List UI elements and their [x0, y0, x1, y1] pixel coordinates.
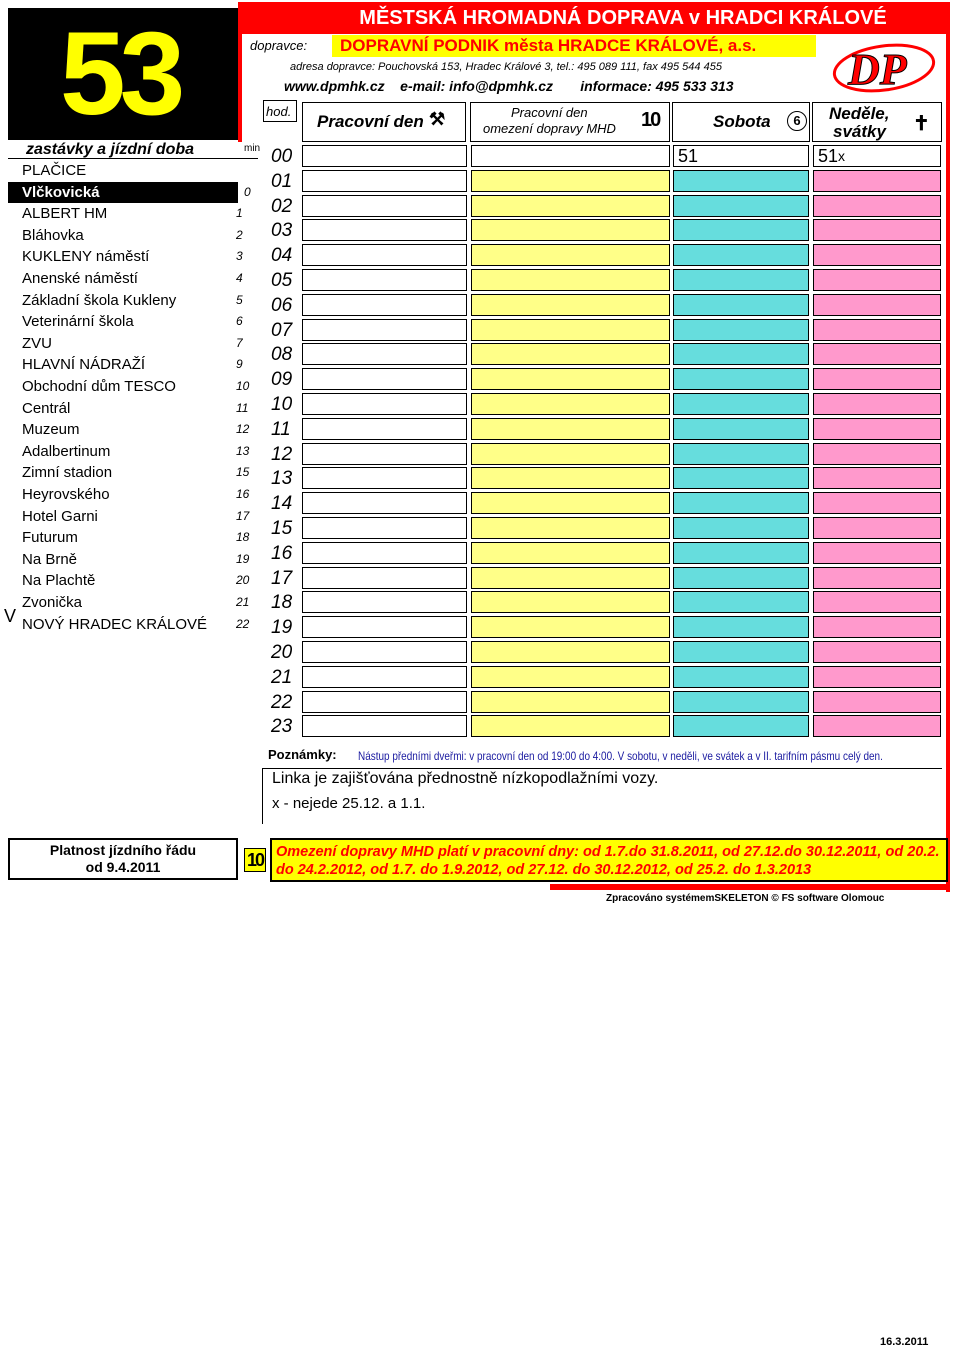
saturday-cell: [673, 319, 809, 341]
sunday-cell: [813, 492, 941, 514]
saturday-cell: [673, 145, 809, 167]
sunday-cell: [813, 219, 941, 241]
hour-row: [263, 293, 943, 318]
hour-label: 07: [271, 319, 293, 341]
hour-row: [263, 566, 943, 591]
stop-minutes: 10: [236, 379, 250, 393]
sunday-cell: [813, 616, 941, 638]
stop-minutes: 6: [236, 314, 243, 329]
limited-cell: [471, 517, 670, 539]
limited-cell: [471, 542, 670, 564]
saturday-cell: [673, 715, 809, 737]
stop-row-current: [8, 182, 251, 204]
saturday-cell: [673, 467, 809, 489]
line-number: 53: [60, 8, 180, 140]
limited-cell: [471, 443, 670, 465]
stop-name: Obchodní dům TESCO: [22, 378, 176, 395]
workday-cell: [302, 195, 467, 217]
limited-cell: [471, 145, 670, 167]
departure-minute: 51: [678, 146, 699, 166]
stop-minutes: 21: [236, 595, 250, 609]
sunday-cell: [813, 368, 941, 390]
hour-label: 04: [271, 245, 293, 267]
stop-name: Bláhovka: [22, 226, 84, 244]
stop-minutes: 1: [236, 206, 243, 221]
hour-row: [263, 194, 943, 219]
hour-row: [263, 268, 943, 293]
logo-text: DP: [848, 45, 907, 94]
limited-cell: [471, 467, 670, 489]
stop-row: [8, 419, 258, 441]
limited-cell: [471, 393, 670, 415]
hour-label: 00: [271, 146, 293, 167]
stop-name: Futurum: [22, 529, 78, 547]
workday-cell: [302, 542, 467, 564]
stop-row: [8, 333, 258, 355]
stop-name: Adalbertinum: [22, 442, 111, 460]
limited-cell: [471, 666, 670, 688]
hour-label: 02: [271, 195, 293, 217]
six-circle-icon: 6: [787, 111, 807, 131]
saturday-cell: [673, 393, 809, 415]
saturday-cell: [673, 443, 809, 465]
stop-minutes: 7: [236, 335, 243, 350]
stop-name: ALBERT HM: [22, 205, 108, 223]
stop-name: Základní škola Kukleny: [22, 291, 177, 309]
stop-row: [8, 484, 258, 506]
workday-cell: [302, 319, 467, 341]
dp-logo: [832, 38, 942, 94]
stop-row: [8, 376, 258, 398]
departure-minute: 51: [818, 146, 839, 166]
stop-minutes: 0: [244, 184, 251, 199]
stop-minutes: 22: [236, 616, 250, 631]
hour-row: [263, 169, 943, 194]
stops-header: [8, 141, 261, 159]
hour-row: [263, 590, 943, 615]
hour-label: 18: [271, 592, 293, 614]
stop-row: [8, 311, 258, 333]
saturday-cell: [673, 368, 809, 390]
hour-row: [263, 714, 943, 739]
stop-name: Na Brně: [22, 550, 78, 568]
sunday-column-header: [812, 102, 942, 142]
hour-label: 10: [271, 394, 293, 415]
stop-name: KUKLENY náměstí: [22, 248, 150, 266]
saturday-cell: [673, 269, 809, 291]
stop-name: Hotel Garni: [22, 507, 98, 525]
validity-line-2: od 9.4.2011: [85, 859, 161, 875]
page-title: MĚSTSKÁ HROMADNÁ DOPRAVA v HRADCI KRÁLOVÉ: [359, 7, 887, 29]
workday-cell: [302, 368, 467, 390]
hour-row: [263, 144, 943, 169]
saturday-cell: [673, 492, 809, 514]
limited-cell: [471, 418, 670, 440]
workday-cell: [302, 492, 467, 514]
hour-row: [263, 367, 943, 392]
stop-minutes: 9: [236, 357, 243, 372]
stop-row: [8, 506, 258, 528]
stop-minutes: 18: [236, 530, 250, 545]
stop-name: Veterinární škola: [22, 313, 134, 331]
saturday-cell: [673, 641, 809, 663]
stop-minutes: 19: [236, 551, 250, 566]
limited-cell: [471, 641, 670, 663]
sunday-cell: [813, 691, 941, 713]
saturday-label: Sobota: [713, 112, 771, 131]
stop-name: Muzeum: [22, 421, 80, 439]
stop-row: [8, 441, 258, 463]
hour-row: [263, 392, 943, 417]
hour-label: 15: [271, 518, 293, 539]
hour-row: [263, 665, 943, 690]
workday-cell: [302, 691, 467, 713]
sunday-cell: [813, 343, 941, 365]
sunday-cell: [813, 517, 941, 539]
limited-column-header: [470, 102, 670, 142]
stop-row: [8, 462, 258, 484]
saturday-cell: [673, 691, 809, 713]
limited-cell: [471, 567, 670, 589]
sunday-cell: [813, 269, 941, 291]
limited-cell: [471, 715, 670, 737]
hour-row: [263, 342, 943, 367]
hour-row: [263, 442, 943, 467]
departure-note-mark: x: [838, 148, 845, 164]
workday-cell: [302, 567, 467, 589]
sunday-label-2: svátky: [833, 122, 886, 141]
header-red-right: [946, 2, 950, 892]
workday-cell: [302, 517, 467, 539]
validity-line-1: Platnost jízdního řádu: [49, 842, 197, 858]
limited-cell: [471, 195, 670, 217]
hour-label: 16: [271, 542, 293, 564]
stop-row: [8, 354, 258, 376]
saturday-cell: [673, 542, 809, 564]
hour-label: 14: [271, 493, 293, 515]
saturday-cell: [673, 195, 809, 217]
limited-cell: [471, 343, 670, 365]
stop-name: HLAVNÍ NÁDRAŽÍ: [22, 356, 146, 374]
workday-cell: [302, 219, 467, 241]
saturday-cell: [673, 666, 809, 688]
limited-cell: [471, 368, 670, 390]
stop-row: [8, 592, 258, 614]
hour-row: [263, 243, 943, 268]
sunday-cell: [813, 418, 941, 440]
hammer-icon: ⚒: [429, 109, 446, 129]
limited-cell: [471, 170, 670, 192]
header-red-left: [238, 2, 242, 142]
workday-cell: [302, 244, 467, 266]
stop-name: PLAČICE: [22, 162, 87, 179]
hour-label: 08: [271, 344, 293, 366]
saturday-column-header: [672, 102, 810, 142]
limited-cell: [471, 294, 670, 316]
hour-row: [263, 491, 943, 516]
hour-label: 12: [271, 443, 293, 465]
workday-cell: [302, 616, 467, 638]
saturday-cell: [673, 418, 809, 440]
hour-row: [263, 417, 943, 442]
hour-label: 23: [271, 716, 293, 738]
limited-cell: [471, 219, 670, 241]
validity-box: [8, 838, 238, 880]
hour-label: 05: [271, 270, 293, 291]
workday-label: Pracovní den: [317, 112, 424, 131]
hour-row: [263, 318, 943, 343]
hour-column-header: hod.: [263, 100, 297, 122]
carrier-label: dopravce:: [250, 38, 308, 53]
hour-label: 20: [271, 642, 293, 663]
note-exceptions: x - nejede 25.12. a 1.1.: [272, 795, 426, 812]
workday-cell: [302, 443, 467, 465]
stop-row: [8, 549, 258, 571]
workday-cell: [302, 641, 467, 663]
saturday-cell: [673, 343, 809, 365]
stop-name: Na Plachtě: [22, 572, 96, 590]
sunday-cell: [813, 170, 941, 192]
bottom-red-band: [550, 884, 950, 890]
stop-row: [8, 268, 258, 290]
contact-line: www.dpmhk.cz e-mail: info@dpmhk.cz informace: 495 533 313: [284, 78, 734, 94]
sunday-cell: [813, 244, 941, 266]
saturday-cell: [673, 244, 809, 266]
hour-label: 01: [271, 170, 293, 192]
hour-label: 19: [271, 617, 293, 639]
stop-name: Centrál: [22, 399, 71, 417]
stop-name: Zimní stadion: [22, 464, 113, 482]
hour-label: 17: [271, 567, 293, 589]
stop-name: Anenské náměstí: [22, 270, 138, 287]
workday-cell: [302, 170, 467, 192]
limited-cell: [471, 269, 670, 291]
sunday-label-1: Neděle,: [829, 104, 890, 123]
workday-cell: [302, 343, 467, 365]
hour-row: [263, 466, 943, 491]
workday-cell: [302, 467, 467, 489]
workday-cell: [302, 294, 467, 316]
workday-cell: [302, 269, 467, 291]
ten-icon: 10: [641, 109, 660, 131]
saturday-cell: [673, 616, 809, 638]
sunday-cell: [813, 467, 941, 489]
stop-minutes: 4: [236, 271, 243, 285]
saturday-cell: [673, 567, 809, 589]
limited-cell: [471, 244, 670, 266]
limit-notice: Omezení dopravy MHD platí v pracovní dny: od 1.7.do 31.8.2011, od 27.12.do 30.12.2011, od 20.2. do 24.2.2012, od 1.7. do 1.9.2012, od 27.12. do 30.12.2012, od 25.2. do 1.3.2013: [270, 838, 948, 882]
stop-name: Zvonička: [22, 594, 83, 611]
workday-cell: [302, 418, 467, 440]
stop-row: [8, 614, 258, 636]
minutes-label: min: [244, 143, 261, 154]
limited-cell: [471, 616, 670, 638]
carrier-name: DOPRAVNÍ PODNIK města HRADCE KRÁLOVÉ, a.s.: [332, 35, 816, 57]
stop-minutes: 15: [236, 465, 250, 480]
note-lowfloor: Linka je zajišťována přednostně nízkopodlažními vozy.: [272, 770, 659, 787]
sunday-cell: [813, 393, 941, 415]
stop-row: [8, 398, 258, 420]
notes-divider: [262, 768, 942, 769]
limited-cell: [471, 691, 670, 713]
stop-minutes: 3: [236, 249, 243, 264]
hour-label: 13: [271, 468, 293, 490]
hour-label: 11: [271, 418, 291, 440]
limit-badge: 10: [244, 848, 266, 872]
hour-row: [263, 218, 943, 243]
hour-row: [263, 615, 943, 640]
saturday-cell: [673, 517, 809, 539]
sunday-cell: [813, 145, 941, 167]
sunday-cell: [813, 195, 941, 217]
carrier-address: adresa dopravce: Pouchovská 153, Hradec Králové 3, tel.: 495 089 111, fax 495 544 455: [290, 61, 722, 73]
stops-header-rule: [8, 158, 258, 159]
stop-minutes: 13: [236, 443, 250, 458]
limited-cell: [471, 591, 670, 613]
stop-name: NOVÝ HRADEC KRÁLOVÉ: [22, 615, 208, 633]
sunday-cell: [813, 715, 941, 737]
stop-row: [8, 203, 258, 225]
hour-row: [263, 640, 943, 665]
workday-cell: [302, 715, 467, 737]
cross-icon: ✝: [913, 113, 930, 135]
stops-title: zastávky a jízdní doba: [26, 141, 195, 158]
stop-minutes: 12: [236, 422, 250, 437]
hour-label: 03: [271, 220, 293, 242]
sunday-cell: [813, 319, 941, 341]
saturday-cell: [673, 170, 809, 192]
workday-cell: [302, 393, 467, 415]
print-date: 16.3.2011: [880, 1336, 929, 1348]
stop-minutes: 2: [236, 227, 243, 242]
sunday-cell: [813, 666, 941, 688]
limited-cell: [471, 492, 670, 514]
saturday-cell: [673, 294, 809, 316]
saturday-cell: [673, 591, 809, 613]
sunday-cell: [813, 443, 941, 465]
stop-row: [8, 225, 258, 247]
notes-label: Poznámky:: [268, 747, 337, 762]
line-number-box: [8, 8, 238, 140]
hour-label: 21: [271, 666, 293, 688]
stop-minutes: 11: [236, 400, 249, 415]
stop-row: [8, 570, 258, 592]
hour-label: 06: [271, 294, 293, 316]
workday-cell: [302, 145, 467, 167]
note-boarding: Nástup předními dveřmi: v pracovní den od 19:00 do 4:00. V sobotu, v neděli, ve svátek a v II. tarifním pásmu celý den.: [358, 749, 883, 763]
stop-name: ZVU: [22, 334, 52, 352]
workday-cell: [302, 666, 467, 688]
sunday-cell: [813, 542, 941, 564]
workday-cell: [302, 591, 467, 613]
sunday-cell: [813, 567, 941, 589]
stop-minutes: 16: [236, 487, 250, 501]
stop-minutes: 17: [236, 508, 250, 523]
limited-label-2: omezení dopravy MHD: [483, 121, 616, 136]
stop-name: Heyrovského: [22, 486, 110, 503]
stop-row: [8, 290, 258, 312]
stop-row: [8, 527, 258, 549]
stop-name: Vlčkovická: [22, 183, 100, 201]
hour-label: 22: [271, 691, 293, 713]
limited-label-1: Pracovní den: [511, 105, 588, 120]
sunday-cell: [813, 641, 941, 663]
limited-cell: [471, 319, 670, 341]
stop-row: [8, 246, 258, 268]
hour-label: 09: [271, 369, 293, 391]
stop-row: [8, 160, 258, 182]
stop-minutes: 20: [236, 573, 250, 588]
workday-column-header: [302, 102, 466, 142]
stop-minutes: 5: [236, 292, 243, 307]
hour-row: [263, 541, 943, 566]
sunday-cell: [813, 294, 941, 316]
processed-by: Zpracováno systémemSKELETON © FS software Olomouc: [606, 893, 885, 904]
hour-row: [263, 690, 943, 715]
saturday-cell: [673, 219, 809, 241]
direction-mark: V: [4, 606, 17, 626]
sunday-cell: [813, 591, 941, 613]
notes-left-rule: [262, 768, 263, 824]
hour-row: [263, 516, 943, 541]
